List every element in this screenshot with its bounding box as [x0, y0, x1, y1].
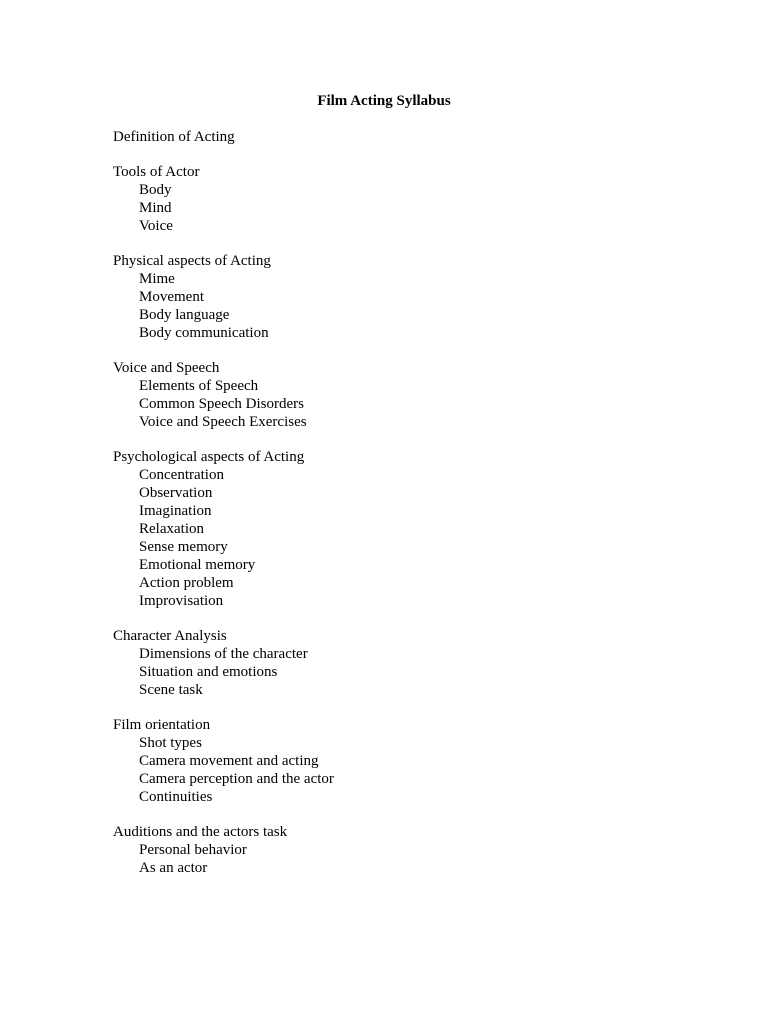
syllabus-section: [113, 823, 673, 877]
syllabus-outline: [113, 128, 673, 894]
section-item: Concentration: [139, 467, 224, 483]
section-item: Voice and Speech Exercises: [139, 414, 307, 430]
syllabus-section: [113, 627, 673, 699]
section-item: Body language: [139, 307, 230, 323]
section-item: Relaxation: [139, 521, 204, 537]
document-title: Film Acting Syllabus: [317, 93, 451, 109]
section-item: Common Speech Disorders: [139, 396, 304, 412]
syllabus-section: [113, 359, 673, 431]
section-heading: Psychological aspects of Acting: [113, 449, 305, 465]
section-heading: Tools of Actor: [113, 164, 200, 180]
syllabus-section: [113, 716, 673, 806]
section-item: Body: [139, 182, 172, 198]
syllabus-section: [113, 252, 673, 342]
section-item: Elements of Speech: [139, 378, 259, 394]
syllabus-section: [113, 448, 673, 610]
section-item: Body communication: [139, 325, 269, 341]
section-heading: Auditions and the actors task: [113, 824, 288, 840]
section-item: Dimensions of the character: [139, 646, 308, 662]
section-item: Mime: [139, 271, 175, 287]
section-item: Mind: [139, 200, 172, 216]
section-item: Emotional memory: [139, 557, 256, 573]
syllabus-section: [113, 128, 673, 146]
syllabus-section: [113, 163, 673, 235]
section-item: Camera perception and the actor: [139, 771, 334, 787]
section-item: Camera movement and acting: [139, 753, 319, 769]
section-item: Voice: [139, 218, 173, 234]
section-heading: Character Analysis: [113, 628, 227, 644]
section-item: Situation and emotions: [139, 664, 278, 680]
section-heading: Physical aspects of Acting: [113, 253, 271, 269]
section-item: Movement: [139, 289, 204, 305]
section-item: Personal behavior: [139, 842, 247, 858]
section-heading: Definition of Acting: [113, 129, 235, 145]
section-item: Sense memory: [139, 539, 228, 555]
section-item: Observation: [139, 485, 213, 501]
section-item: Action problem: [139, 575, 234, 591]
section-heading: Film orientation: [113, 717, 211, 733]
section-item: Continuities: [139, 789, 213, 805]
section-item: Improvisation: [139, 593, 224, 609]
section-item: As an actor: [139, 860, 208, 876]
section-item: Shot types: [139, 735, 202, 751]
section-item: Imagination: [139, 503, 212, 519]
section-item: Scene task: [139, 682, 203, 698]
section-heading: Voice and Speech: [113, 360, 220, 376]
